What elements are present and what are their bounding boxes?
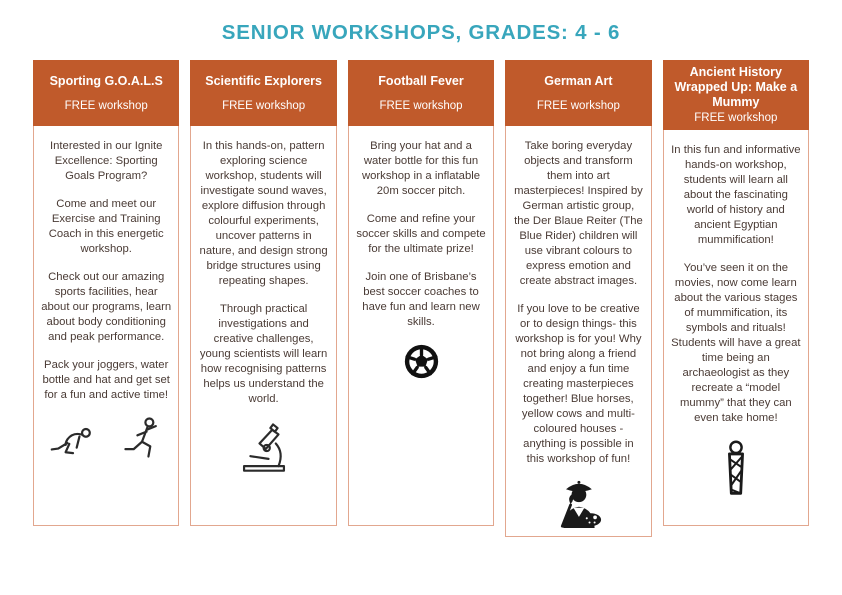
card-icons <box>671 439 801 497</box>
card-football-fever <box>348 60 494 526</box>
card-body <box>33 126 179 526</box>
card-icons <box>356 343 486 380</box>
card-paragraph: Interested in our Ignite Excellence: Sporting Goals Program? <box>49 140 163 183</box>
page-title: SENIOR WORKSHOPS, GRADES: 4 - 6 <box>221 21 621 44</box>
card-title: German Art <box>544 73 613 88</box>
card-header <box>663 60 809 130</box>
card-header <box>505 60 651 126</box>
painter-icon <box>552 480 604 528</box>
runner-icon <box>121 416 163 462</box>
card-subtitle: FREE workshop <box>379 99 463 112</box>
card-title: Ancient History Wrapped Up: Make a Mummy <box>674 65 798 109</box>
card-subtitle: FREE workshop <box>222 99 306 112</box>
card-paragraph: Bring your hat and a water bottle for this fun workshop in a inflatable 20m soccer pitch. <box>361 140 481 198</box>
workshop-cards <box>33 60 809 526</box>
card-body <box>348 126 494 526</box>
card-title: Football Fever <box>378 73 464 88</box>
card-subtitle: FREE workshop <box>536 99 620 112</box>
card-title: Scientific Explorers <box>205 73 322 88</box>
card-sporting-goals <box>33 60 179 526</box>
card-body <box>505 126 651 537</box>
card-paragraph: You’ve seen it on the movies, now come learn about the various stages of mummification, its symbols and rituals! Students will have a great time being an archaeologist as they recreate a “model mummy” that they can even take home! <box>671 261 801 424</box>
card-subtitle: FREE workshop <box>64 99 148 112</box>
card-icons <box>198 420 328 476</box>
card-title: Sporting G.O.A.L.S <box>49 73 163 88</box>
card-paragraph: Come and meet our Exercise and Training Coach in this energetic workshop. <box>48 198 164 256</box>
card-body <box>663 130 809 526</box>
card-scientific-explorers <box>190 60 336 526</box>
card-paragraph: Come and refine your soccer skills and compete for the ultimate prize! <box>356 213 486 256</box>
card-paragraph: Through practical investigations and creative challenges, young scientists will learn how recognising patterns helps us understand the world. <box>199 303 328 406</box>
card-icons <box>513 480 643 528</box>
card-header <box>33 60 179 126</box>
card-ancient-history-mummy <box>663 60 809 526</box>
card-icons <box>41 416 171 462</box>
card-paragraph: Pack your joggers, water bottle and hat and get set for a fun and active time! <box>42 359 170 402</box>
card-subtitle: FREE workshop <box>694 112 778 124</box>
soccer-ball-icon <box>403 343 440 380</box>
mummy-icon <box>721 439 751 497</box>
card-header <box>190 60 336 126</box>
card-paragraph: Check out our amazing sports facilities, hear about our programs, learn about body conditioning and peak performance. <box>41 271 172 344</box>
card-paragraph: Join one of Brisbane’s best soccer coaches to have fun and learn new skills. <box>362 271 480 329</box>
card-paragraph: Take boring everyday objects and transform them into art masterpieces! Inspired by German artistic group, the Der Blaue Reiter (The Blue Rider) children will use vibrant colours to express emotion and create abstract images. <box>514 140 643 288</box>
card-paragraph: In this fun and informative hands-on workshop, students will learn all about the fascinating world of history and ancient Egyptian mummification! <box>671 143 801 246</box>
card-german-art <box>505 60 651 526</box>
card-body <box>190 126 336 526</box>
sprinter-start-icon <box>49 424 97 462</box>
microscope-icon <box>235 420 293 476</box>
card-paragraph: If you love to be creative or to design things- this workshop is for you! Why not bring along a friend and enjoy a fun time creating masterpieces together! Blue horses, yellow cows and multi-coloured houses - anything is possible in this workshop of fun! <box>515 303 642 466</box>
card-header <box>348 60 494 126</box>
card-paragraph: In this hands-on, pattern exploring science workshop, students will investigate sound waves, explore diffusion through colourful experiments, uncover patterns in nature, and design strong bridge structures using repeating shapes. <box>199 140 328 288</box>
